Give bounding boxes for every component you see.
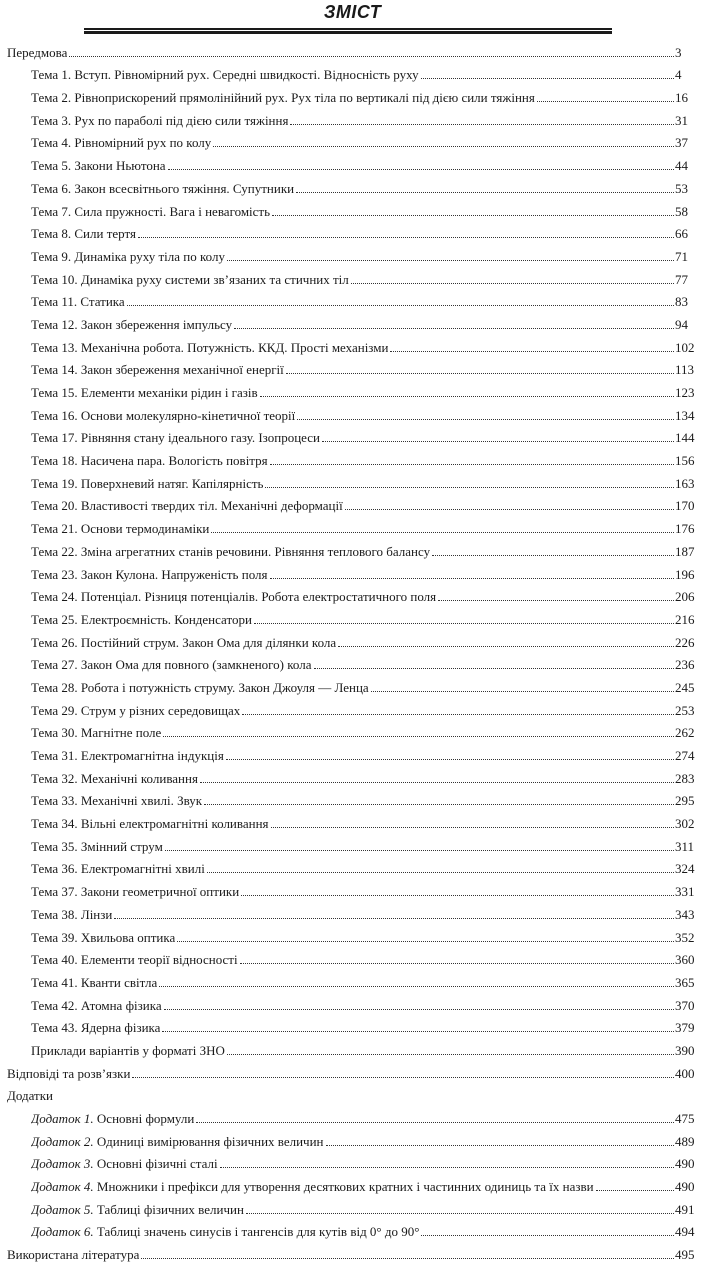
toc-entry-leader (132, 1077, 674, 1078)
toc-entry-title (31, 612, 252, 627)
toc-entry-label: Тема 11. Статика (31, 294, 125, 310)
toc-entry-leader (226, 759, 674, 760)
toc-entry-leader (314, 668, 675, 669)
toc-entry-leader (338, 646, 674, 647)
toc-entry-page: 216 (675, 611, 695, 627)
toc-entry-label: Тема 24. Потенціал. Різниця потенціалів. Робота електростатичного поля (31, 589, 437, 605)
toc-entry-title (31, 771, 198, 786)
toc-entry-leader (220, 1167, 674, 1168)
toc-entry[interactable] (0, 219, 705, 242)
toc-entry[interactable] (0, 718, 705, 741)
toc-entry-label: Тема 26. Постійний струм. Закон Ома для ділянки кола (31, 634, 337, 650)
toc-entry-title (31, 589, 436, 604)
toc-entry-leader (234, 328, 674, 329)
toc-entry-page: 331 (675, 884, 695, 900)
toc-entry-leader (326, 1145, 674, 1146)
toc-entry-leader (265, 487, 674, 488)
toc-entry[interactable] (0, 1126, 705, 1149)
toc-entry-label: Тема 19. Поверхневий натяг. Капілярність (31, 475, 264, 491)
toc-entry-label: Тема 43. Ядерна фізика (31, 1020, 161, 1036)
toc-entry[interactable] (0, 1217, 705, 1240)
toc-entry-leader (163, 736, 674, 737)
toc-entry[interactable] (0, 650, 705, 673)
toc-entry-title (31, 1156, 218, 1171)
toc-entry-leader (241, 895, 674, 896)
toc-entry-label: Таблиці фізичних величин (96, 1201, 244, 1217)
toc-entry-label: Тема 41. Кванти світла (31, 974, 158, 990)
toc-entry-leader (162, 1031, 674, 1032)
toc-entry-leader (297, 419, 674, 420)
toc-entry-title (31, 952, 238, 967)
toc-entry-leader (200, 782, 674, 783)
toc-entry[interactable] (0, 763, 705, 786)
toc-entry-label: Тема 5. Закони Ньютона (31, 158, 166, 174)
page-title: ЗМІСТ (323, 2, 382, 22)
toc-entry[interactable] (0, 287, 705, 310)
toc-entry-label: Тема 15. Елементи механіки рідин і газів (31, 385, 258, 400)
toc-entry-leader (371, 691, 674, 692)
toc-entry-leader (421, 78, 674, 79)
toc-entry[interactable] (0, 945, 705, 968)
toc-entry[interactable] (0, 309, 705, 332)
toc-entry-title (31, 907, 112, 922)
toc-entry-page: 66 (675, 226, 688, 242)
toc-entry-label: Основні фізичні сталі (96, 1156, 218, 1172)
toc-entry-label: Тема 10. Динаміка руху системи зв’язаних та стичних тіл (31, 271, 349, 287)
toc-entry-leader (270, 578, 675, 579)
toc-entry-title (31, 340, 388, 355)
toc-entry[interactable] (0, 241, 705, 264)
toc-entry-leader (213, 146, 674, 147)
toc-entry-leader (421, 1235, 674, 1236)
toc-entry-page: 44 (675, 158, 688, 174)
toc-entry-label: Тема 8. Сили тертя (31, 226, 136, 242)
toc-entry-label: Тема 22. Зміна агрегатних станів речовини. Рівняння теплового балансу (31, 543, 431, 559)
toc-entry-title (31, 408, 295, 423)
toc-entry-label: Тема 18. Насичена пара. Вологість повітря (31, 453, 268, 469)
title-rule-thin (84, 28, 612, 30)
toc-entry-title (31, 567, 268, 582)
toc-entry[interactable] (0, 1171, 705, 1194)
toc-entry-label: Основні формули (96, 1111, 195, 1126)
toc-entry-leader (141, 1258, 674, 1259)
toc-entry[interactable] (0, 808, 705, 831)
toc-entry-leader (240, 963, 674, 964)
toc-entry[interactable] (0, 604, 705, 627)
toc-entry[interactable] (0, 150, 705, 173)
toc-entry[interactable] (0, 967, 705, 990)
toc-entry-page: 494 (675, 1224, 695, 1240)
toc-entry[interactable] (0, 468, 705, 491)
toc-entry-leader (69, 56, 674, 57)
toc-entry-page: 370 (675, 997, 695, 1013)
toc-entry-label: Тема 9. Динаміка руху тіла по колу (31, 248, 225, 264)
toc-entry-label: Таблиці значень синусів і тангенсів для кутів від 0° до 90° (96, 1224, 420, 1240)
toc-entry-title (31, 317, 232, 332)
toc-entry-page: 245 (675, 679, 695, 695)
toc-entry[interactable] (0, 1194, 705, 1217)
toc-entry-leader (164, 1009, 674, 1010)
toc-entry-label: Тема 7. Сила пружності. Вага і невагомість (31, 203, 271, 219)
toc-entry-label: Тема 33. Механічні хвилі. Звук (31, 793, 203, 809)
toc-entry-label: Тема 13. Механічна робота. Потужність. ККД. Прості механізми (31, 339, 389, 355)
toc-entry-title (31, 930, 175, 945)
toc-entry-title (31, 725, 161, 740)
toc-entry-title (31, 453, 268, 468)
toc-entry-label: Передмова (7, 44, 68, 60)
toc-entry-title (31, 544, 430, 559)
toc-entry-label: Тема 27. Закон Ома для повного (замкненого) кола (31, 657, 312, 673)
toc-entry-page: 196 (675, 566, 695, 582)
toc-entry-leader (204, 804, 674, 805)
toc-entry-leader (138, 237, 674, 238)
toc-entry-title (31, 181, 294, 196)
toc-entry-leader (227, 260, 674, 261)
toc-entry[interactable] (0, 1103, 705, 1126)
toc-entry-label: Тема 12. Закон збереження імпульсу (31, 316, 233, 332)
toc-entry-page: 283 (675, 770, 695, 786)
toc-entry-label: Тема 42. Атомна фізика (31, 997, 162, 1013)
toc-entry-label: Одиниці вимірювання фізичних величин (96, 1133, 324, 1149)
toc-entry-label: Тема 21. Основи термодинаміки (31, 521, 210, 537)
toc-entry-leader (227, 1054, 674, 1055)
toc-entry[interactable] (0, 876, 705, 899)
toc-entry[interactable] (0, 37, 705, 60)
toc-entry-title (7, 1088, 53, 1103)
toc-entry-page: 31 (675, 112, 688, 128)
toc-entry[interactable] (0, 105, 705, 128)
toc-entry-page: 170 (675, 498, 695, 514)
toc-entry[interactable] (0, 196, 705, 219)
toc-entry-title (31, 884, 239, 899)
toc-entry-prefix: Додаток 2. (31, 1133, 94, 1149)
toc-entry[interactable] (0, 899, 705, 922)
toc-entry[interactable] (0, 695, 705, 718)
title-rule-thick (84, 31, 612, 34)
toc-entry-page: 156 (675, 453, 695, 469)
toc-entry-leader (296, 192, 674, 193)
toc-entry-leader (351, 283, 674, 284)
toc-entry-title (31, 67, 419, 82)
toc-entry-label: Тема 25. Електроємність. Конденсатори (31, 611, 252, 627)
toc-entry-title (31, 1043, 225, 1058)
toc-entry-page: 83 (675, 294, 688, 310)
toc-entry-title (31, 975, 157, 990)
toc-entry-title (31, 521, 209, 536)
toc-entry[interactable] (0, 82, 705, 105)
toc-entry-title (31, 1202, 244, 1217)
toc-entry-prefix: Додаток 3. (31, 1156, 94, 1172)
toc-entry-label: Додатки (7, 1088, 53, 1104)
toc-entry-page: 123 (675, 385, 695, 400)
toc-entry-title (31, 1134, 324, 1149)
toc-entry[interactable] (0, 1013, 705, 1036)
toc-entry-leader (242, 714, 674, 715)
toc-entry-page: 343 (675, 906, 695, 922)
toc-entry[interactable] (0, 377, 705, 400)
toc-entry-page: 379 (675, 1020, 695, 1036)
toc-entry[interactable] (0, 536, 705, 559)
toc-entry-title (31, 1111, 194, 1126)
toc-entry-page: 77 (675, 271, 688, 287)
toc-entry-title (31, 113, 288, 128)
toc-entry[interactable] (0, 831, 705, 854)
toc-entry[interactable] (0, 513, 705, 536)
toc-entry-page: 495 (675, 1247, 695, 1262)
toc-entry-label: Множники і префікси для утворення десяткових кратних і частинних одиниць та їх назви (96, 1179, 594, 1195)
toc-entry[interactable] (0, 1058, 705, 1081)
toc-entry-label: Тема 32. Механічні коливання (31, 770, 198, 786)
toc-entry-title (31, 226, 136, 241)
toc-entry-leader (432, 555, 674, 556)
toc-entry-page: 163 (675, 475, 695, 491)
toc-entry-label: Тема 37. Закони геометричної оптики (31, 884, 240, 900)
toc-entry[interactable] (0, 922, 705, 945)
toc-entry-page: 490 (675, 1179, 695, 1195)
toc-entry-title (31, 158, 166, 173)
toc-entry-title (31, 204, 270, 219)
toc-entry-title (7, 45, 67, 60)
toc-entry-label: Тема 23. Закон Кулона. Напруженість поля (31, 566, 268, 582)
toc-entry-page: 236 (675, 657, 695, 673)
toc-entry-leader (159, 986, 674, 987)
toc-entry-prefix: Додаток 6. (31, 1224, 94, 1240)
toc-entry-page: 253 (675, 702, 695, 718)
toc-entry-label: Тема 35. Змінний струм (31, 838, 163, 854)
toc-entry-label: Тема 4. Рівномірний рух по колу (31, 135, 212, 151)
toc-entry-page: 360 (675, 952, 695, 968)
toc-entry-leader (286, 373, 674, 374)
toc-entry-title (31, 839, 163, 854)
toc-entry-label: Тема 38. Лінзи (31, 906, 113, 922)
toc-entry-title (31, 703, 240, 718)
toc-entry-label: Приклади варіантів у форматі ЗНО (31, 1042, 225, 1058)
toc-entry-page: 53 (675, 180, 688, 196)
toc-entry-page: 311 (675, 838, 695, 854)
toc-entry-leader (438, 600, 674, 601)
toc-entry-leader (246, 1213, 674, 1214)
toc-entry[interactable] (0, 60, 705, 83)
table-of-contents (0, 37, 705, 1262)
toc-entry[interactable] (0, 423, 705, 446)
toc-entry-page: 490 (675, 1156, 695, 1172)
toc-entry-page: 226 (675, 634, 695, 650)
toc-entry-leader (196, 1122, 674, 1123)
toc-entry-page: 71 (675, 248, 688, 264)
toc-entry-leader (177, 941, 674, 942)
toc-entry-leader (272, 215, 674, 216)
toc-entry[interactable] (0, 582, 705, 605)
toc-entry-title (31, 680, 369, 695)
toc-entry-leader (127, 305, 674, 306)
toc-entry-label: Тема 40. Елементи теорії відносності (31, 952, 238, 968)
toc-entry-title (7, 1066, 130, 1081)
toc-entry-leader (260, 396, 674, 397)
toc-entry[interactable] (0, 854, 705, 877)
toc-entry-page: 390 (675, 1042, 695, 1058)
toc-entry-label: Тема 34. Вільні електромагнітні коливання (31, 816, 269, 832)
toc-entry-label: Тема 31. Електромагнітна індукція (31, 748, 224, 763)
toc-entry-label: Тема 2. Рівноприскорений прямолінійний рух. Рух тіла по вертикалі під дією сили тяжіння (31, 90, 535, 106)
toc-entry[interactable] (0, 786, 705, 809)
toc-entry-leader (345, 509, 674, 510)
toc-entry-page: 489 (675, 1133, 695, 1149)
toc-entry-page: 475 (675, 1111, 695, 1126)
toc-entry-title (31, 657, 312, 672)
toc-entry[interactable] (0, 1035, 705, 1058)
toc-entry-page: 94 (675, 316, 688, 332)
toc-entry-label: Тема 14. Закон збереження механічної енергії (31, 362, 284, 378)
toc-entry-title (31, 816, 269, 831)
toc-entry-page: 302 (675, 816, 695, 832)
toc-entry-page: 176 (675, 521, 695, 537)
toc-entry-leader (270, 464, 674, 465)
toc-entry-leader (322, 441, 674, 442)
toc-entry-page: 187 (675, 543, 695, 559)
toc-entry-title (7, 1247, 139, 1262)
toc-entry-page: 16 (675, 90, 688, 106)
toc-entry-title (31, 476, 263, 491)
toc-entry-title (31, 498, 343, 513)
toc-entry[interactable] (0, 672, 705, 695)
toc-entry-title (31, 1020, 160, 1035)
toc-entry-leader (390, 351, 674, 352)
toc-entry-title (31, 1224, 419, 1239)
toc-entry[interactable] (0, 627, 705, 650)
toc-entry-label: Тема 39. Хвильова оптика (31, 929, 176, 945)
toc-entry[interactable] (0, 1239, 705, 1262)
toc-entry-label: Тема 16. Основи молекулярно-кінетичної теорії (31, 407, 296, 423)
toc-entry-page: 295 (675, 793, 695, 809)
toc-entry-title (31, 635, 336, 650)
toc-entry-page: 144 (675, 430, 695, 446)
toc-entry-page: 274 (675, 748, 695, 763)
toc-entry-page: 491 (675, 1201, 695, 1217)
toc-entry[interactable] (0, 355, 705, 378)
toc-entry-leader (290, 124, 674, 125)
toc-entry-page: 58 (675, 203, 688, 219)
toc-entry[interactable] (0, 173, 705, 196)
toc-entry-page: 3 (675, 44, 682, 60)
toc-entry-title (31, 748, 224, 763)
toc-entry[interactable] (0, 445, 705, 468)
toc-entry[interactable] (0, 990, 705, 1013)
toc-entry-prefix: Додаток 1. (31, 1111, 94, 1126)
toc-entry-label: Тема 1. Вступ. Рівномірний рух. Середні швидкості. Відносність руху (31, 67, 419, 83)
toc-entry-leader (537, 101, 674, 102)
toc-entry-title (31, 90, 535, 105)
toc-entry[interactable] (0, 128, 705, 151)
toc-entry-title (31, 861, 205, 876)
toc-entry-page: 113 (675, 362, 695, 378)
toc-entry-leader (207, 872, 674, 873)
toc-entry-title (31, 362, 284, 377)
toc-entry-page: 4 (675, 67, 682, 83)
toc-entry-leader (596, 1190, 674, 1191)
toc-entry-page: 262 (675, 725, 695, 741)
toc-entry[interactable] (0, 740, 705, 763)
toc-entry[interactable] (0, 1081, 705, 1104)
toc-entry-prefix: Додаток 4. (31, 1179, 94, 1195)
toc-entry-title (31, 1179, 594, 1194)
toc-entry-title (31, 793, 202, 808)
toc-entry-title (31, 135, 211, 150)
toc-entry-label: Використана література (7, 1247, 140, 1262)
toc-entry-label: Тема 36. Електромагнітні хвилі (31, 861, 205, 877)
toc-entry[interactable] (0, 264, 705, 287)
toc-entry-title (31, 430, 320, 445)
toc-entry-page: 324 (675, 861, 695, 877)
toc-entry[interactable] (0, 332, 705, 355)
toc-entry-label: Відповіді та розв’язки (7, 1065, 131, 1081)
toc-entry-label: Тема 17. Рівняння стану ідеального газу. Ізопроцеси (31, 430, 320, 446)
toc-entry[interactable] (0, 491, 705, 514)
toc-entry-label: Тема 29. Струм у різних середовищах (31, 702, 241, 718)
toc-entry-label: Тема 6. Закон всесвітнього тяжіння. Супутники (31, 180, 295, 196)
toc-entry[interactable] (0, 559, 705, 582)
toc-entry-title (31, 294, 125, 309)
toc-entry-label: Тема 20. Властивості твердих тіл. Механічні деформації (31, 498, 343, 514)
toc-entry-page: 37 (675, 135, 688, 151)
toc-entry-page: 102 (675, 339, 695, 355)
toc-entry-title (31, 249, 225, 264)
toc-entry-label: Тема 30. Магнітне поле (31, 725, 162, 741)
toc-entry-leader (114, 918, 674, 919)
toc-entry-leader (271, 827, 674, 828)
toc-entry-label: Тема 28. Робота і потужність струму. Закон Джоуля — Ленца (31, 679, 369, 695)
toc-entry-page: 400 (675, 1065, 695, 1081)
toc-entry-page: 134 (675, 407, 695, 423)
toc-entry-leader (254, 623, 674, 624)
toc-entry-leader (168, 169, 674, 170)
toc-entry-leader (211, 532, 674, 533)
toc-entry-page: 352 (675, 929, 695, 945)
toc-entry-prefix: Додаток 5. (31, 1201, 94, 1217)
toc-entry-label: Тема 3. Рух по параболі під дією сили тяжіння (31, 112, 289, 128)
toc-entry-title (31, 272, 349, 287)
toc-entry[interactable] (0, 1149, 705, 1172)
toc-entry-leader (165, 850, 674, 851)
toc-entry-page: 365 (675, 974, 695, 990)
toc-entry-title (31, 385, 258, 400)
toc-entry-page: 206 (675, 589, 695, 605)
toc-entry[interactable] (0, 400, 705, 423)
